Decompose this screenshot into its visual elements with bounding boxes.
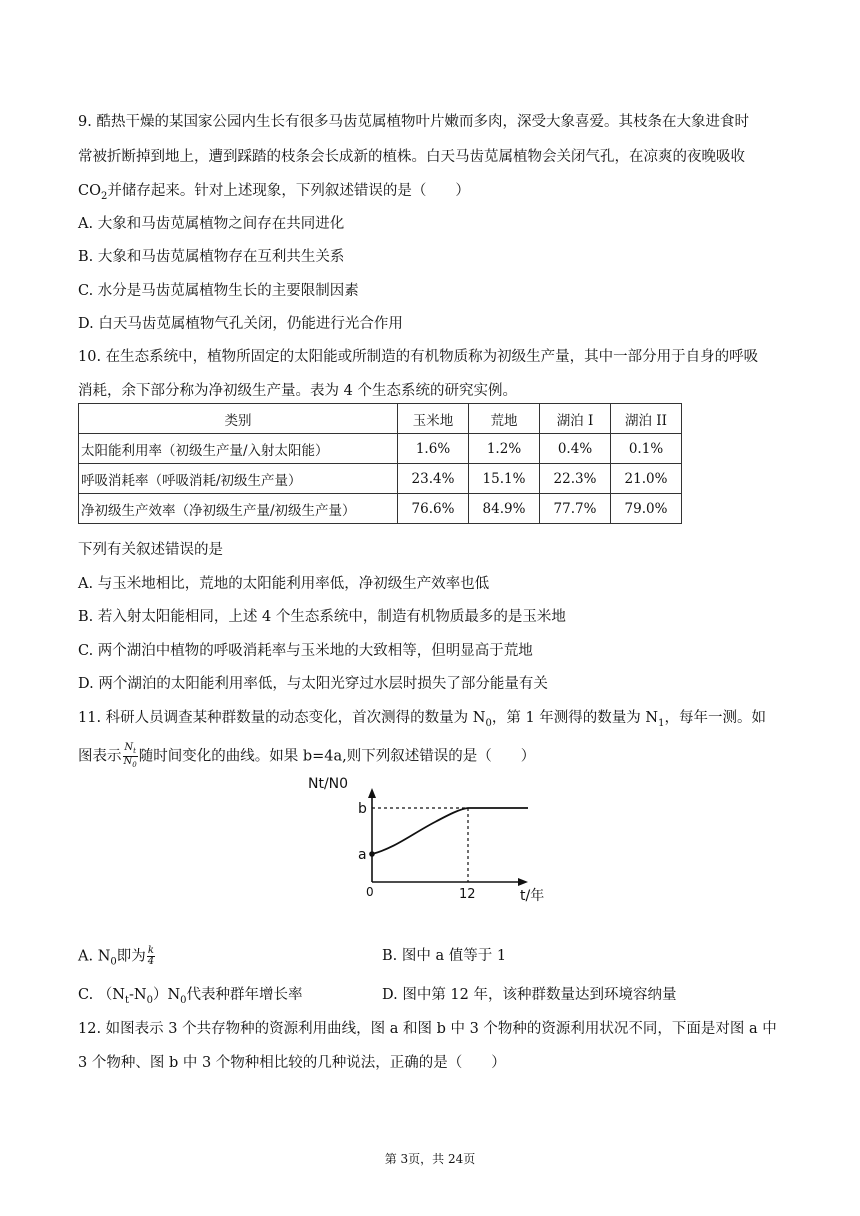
q12-stem-line2: 3 个物种、图 b 中 3 个物种相比较的几种说法，正确的是（ ） [78, 1055, 506, 1071]
table-row [79, 494, 682, 524]
q9-option-a: A. 大象和马齿苋属植物之间存在共同进化 [78, 216, 345, 232]
table-row [79, 464, 682, 494]
x-axis-label: t/年 [520, 888, 545, 904]
q10-option-a: A. 与玉米地相比，荒地的太阳能利用率低，净初级生产效率也低 [78, 576, 490, 592]
table-cell: 15.1% [469, 464, 540, 494]
q9-option-d: D. 白天马齿苋属植物气孔关闭，仍能进行光合作用 [78, 316, 403, 332]
y-label-b: b [358, 801, 367, 817]
q10-stem-line1: 10. 在生态系统中，植物所固定的太阳能或所制造的有机物质称为初级生产量，其中一部分用于自身的呼吸 [78, 349, 759, 365]
q10-prompt: 下列有关叙述错误的是 [78, 542, 223, 558]
q11-option-d: D. 图中第 12 年，该种群数量达到环境容纳量 [382, 987, 677, 1003]
table-cell: 1.6% [398, 434, 469, 464]
curve-start-point [369, 851, 375, 857]
table-header-row [79, 404, 682, 434]
fraction-k-4: $\frac{k}{4}$ [147, 945, 155, 967]
q9-stem-line2: 常被折断掉到地上，遭到踩踏的枝条会长成新的植株。白天马齿苋属植物会关闭气孔，在凉爽的夜晚吸收 [78, 149, 745, 165]
q11-growth-curve-figure [300, 772, 560, 907]
table-cell: 21.0% [611, 464, 682, 494]
x-tick-12: 12 [459, 887, 476, 902]
q10-option-c: C. 两个湖泊中植物的呼吸消耗率与玉米地的大致相等，但明显高于荒地 [78, 643, 533, 659]
x-axis-arrow [518, 878, 528, 886]
table-cell: 0.4% [540, 434, 611, 464]
q9-option-c: C. 水分是马齿苋属植物生长的主要限制因素 [78, 283, 359, 299]
growth-curve [372, 808, 528, 854]
q11-option-b: B. 图中 a 值等于 1 [382, 948, 507, 964]
page-footer: 第 3页，共 24页 [384, 1152, 476, 1166]
table-cell: 太阳能利用率（初级生产量/入射太阳能） [79, 434, 398, 464]
table-cell: 76.6% [398, 494, 469, 524]
table-cell: 呼吸消耗率（呼吸消耗/初级生产量） [79, 464, 398, 494]
table-cell: 23.4% [398, 464, 469, 494]
q12-stem-line1: 12. 如图表示 3 个共存物种的资源利用曲线，图 a 和图 b 中 3 个物种的资源利用状况不同，下面是对图 a 中 [78, 1021, 777, 1037]
q10-option-d: D. 两个湖泊的太阳能利用率低，与太阳光穿过水层时损失了部分能量有关 [78, 676, 548, 692]
q11-option-c: C. $(N_t-N_0)N_0$代表种群年增长率 [78, 987, 303, 1006]
y-label-a: a [358, 847, 367, 863]
table-header-cell: 湖泊 I [540, 404, 611, 434]
q10-stem-line2: 消耗，余下部分称为净初级生产量。表为 4 个生态系统的研究实例。 [78, 383, 517, 399]
y-axis-label: Nt/N0 [308, 776, 349, 792]
q9-stem-line1: 9. 酷热干燥的某国家公园内生长有很多马齿苋属植物叶片嫩而多肉，深受大象喜爱。其枝条在大象进食时 [78, 114, 749, 130]
y-axis-arrow [368, 788, 376, 798]
table-cell: 1.2% [469, 434, 540, 464]
q9-option-b: B. 大象和马齿苋属植物存在互利共生关系 [78, 249, 345, 265]
q9-stem-line3: $CO_2$并储存起来。针对上述现象，下列叙述错误的是（ ） [78, 183, 470, 202]
q10-option-b: B. 若入射太阳能相同，上述 4 个生态系统中，制造有机物质最多的是玉米地 [78, 609, 566, 625]
table-header-cell: 荒地 [469, 404, 540, 434]
table-cell: 净初级生产效率（净初级生产量/初级生产量） [79, 494, 398, 524]
table-cell: 79.0% [611, 494, 682, 524]
origin-label: 0 [366, 885, 374, 899]
q11-stem-line1: 11. 科研人员调查某种群数量的动态变化，首次测得的数量为 $N_0$，第 1 年测得的数量为 $N_1$，每年一测。如 [78, 710, 766, 729]
q11-stem-line2: 图表示 $\frac{N_t}{N_0}$ 随时间变化的曲线。如果 b=4a,则下列叙述错误的是（ ） [78, 742, 536, 769]
table-header-cell: 玉米地 [398, 404, 469, 434]
q11-option-a: A. $N_0$即为 $\frac{k}{4}$ [78, 945, 155, 968]
table-cell: 0.1% [611, 434, 682, 464]
fraction-nt-n0: $\frac{N_t}{N_0}$ [123, 742, 137, 769]
table-header-cell: 湖泊 II [611, 404, 682, 434]
table-row [79, 434, 682, 464]
table-cell: 84.9% [469, 494, 540, 524]
table-cell: 77.7% [540, 494, 611, 524]
q10-data-table [78, 403, 682, 524]
table-header-cell: 类别 [79, 404, 398, 434]
table-cell: 22.3% [540, 464, 611, 494]
